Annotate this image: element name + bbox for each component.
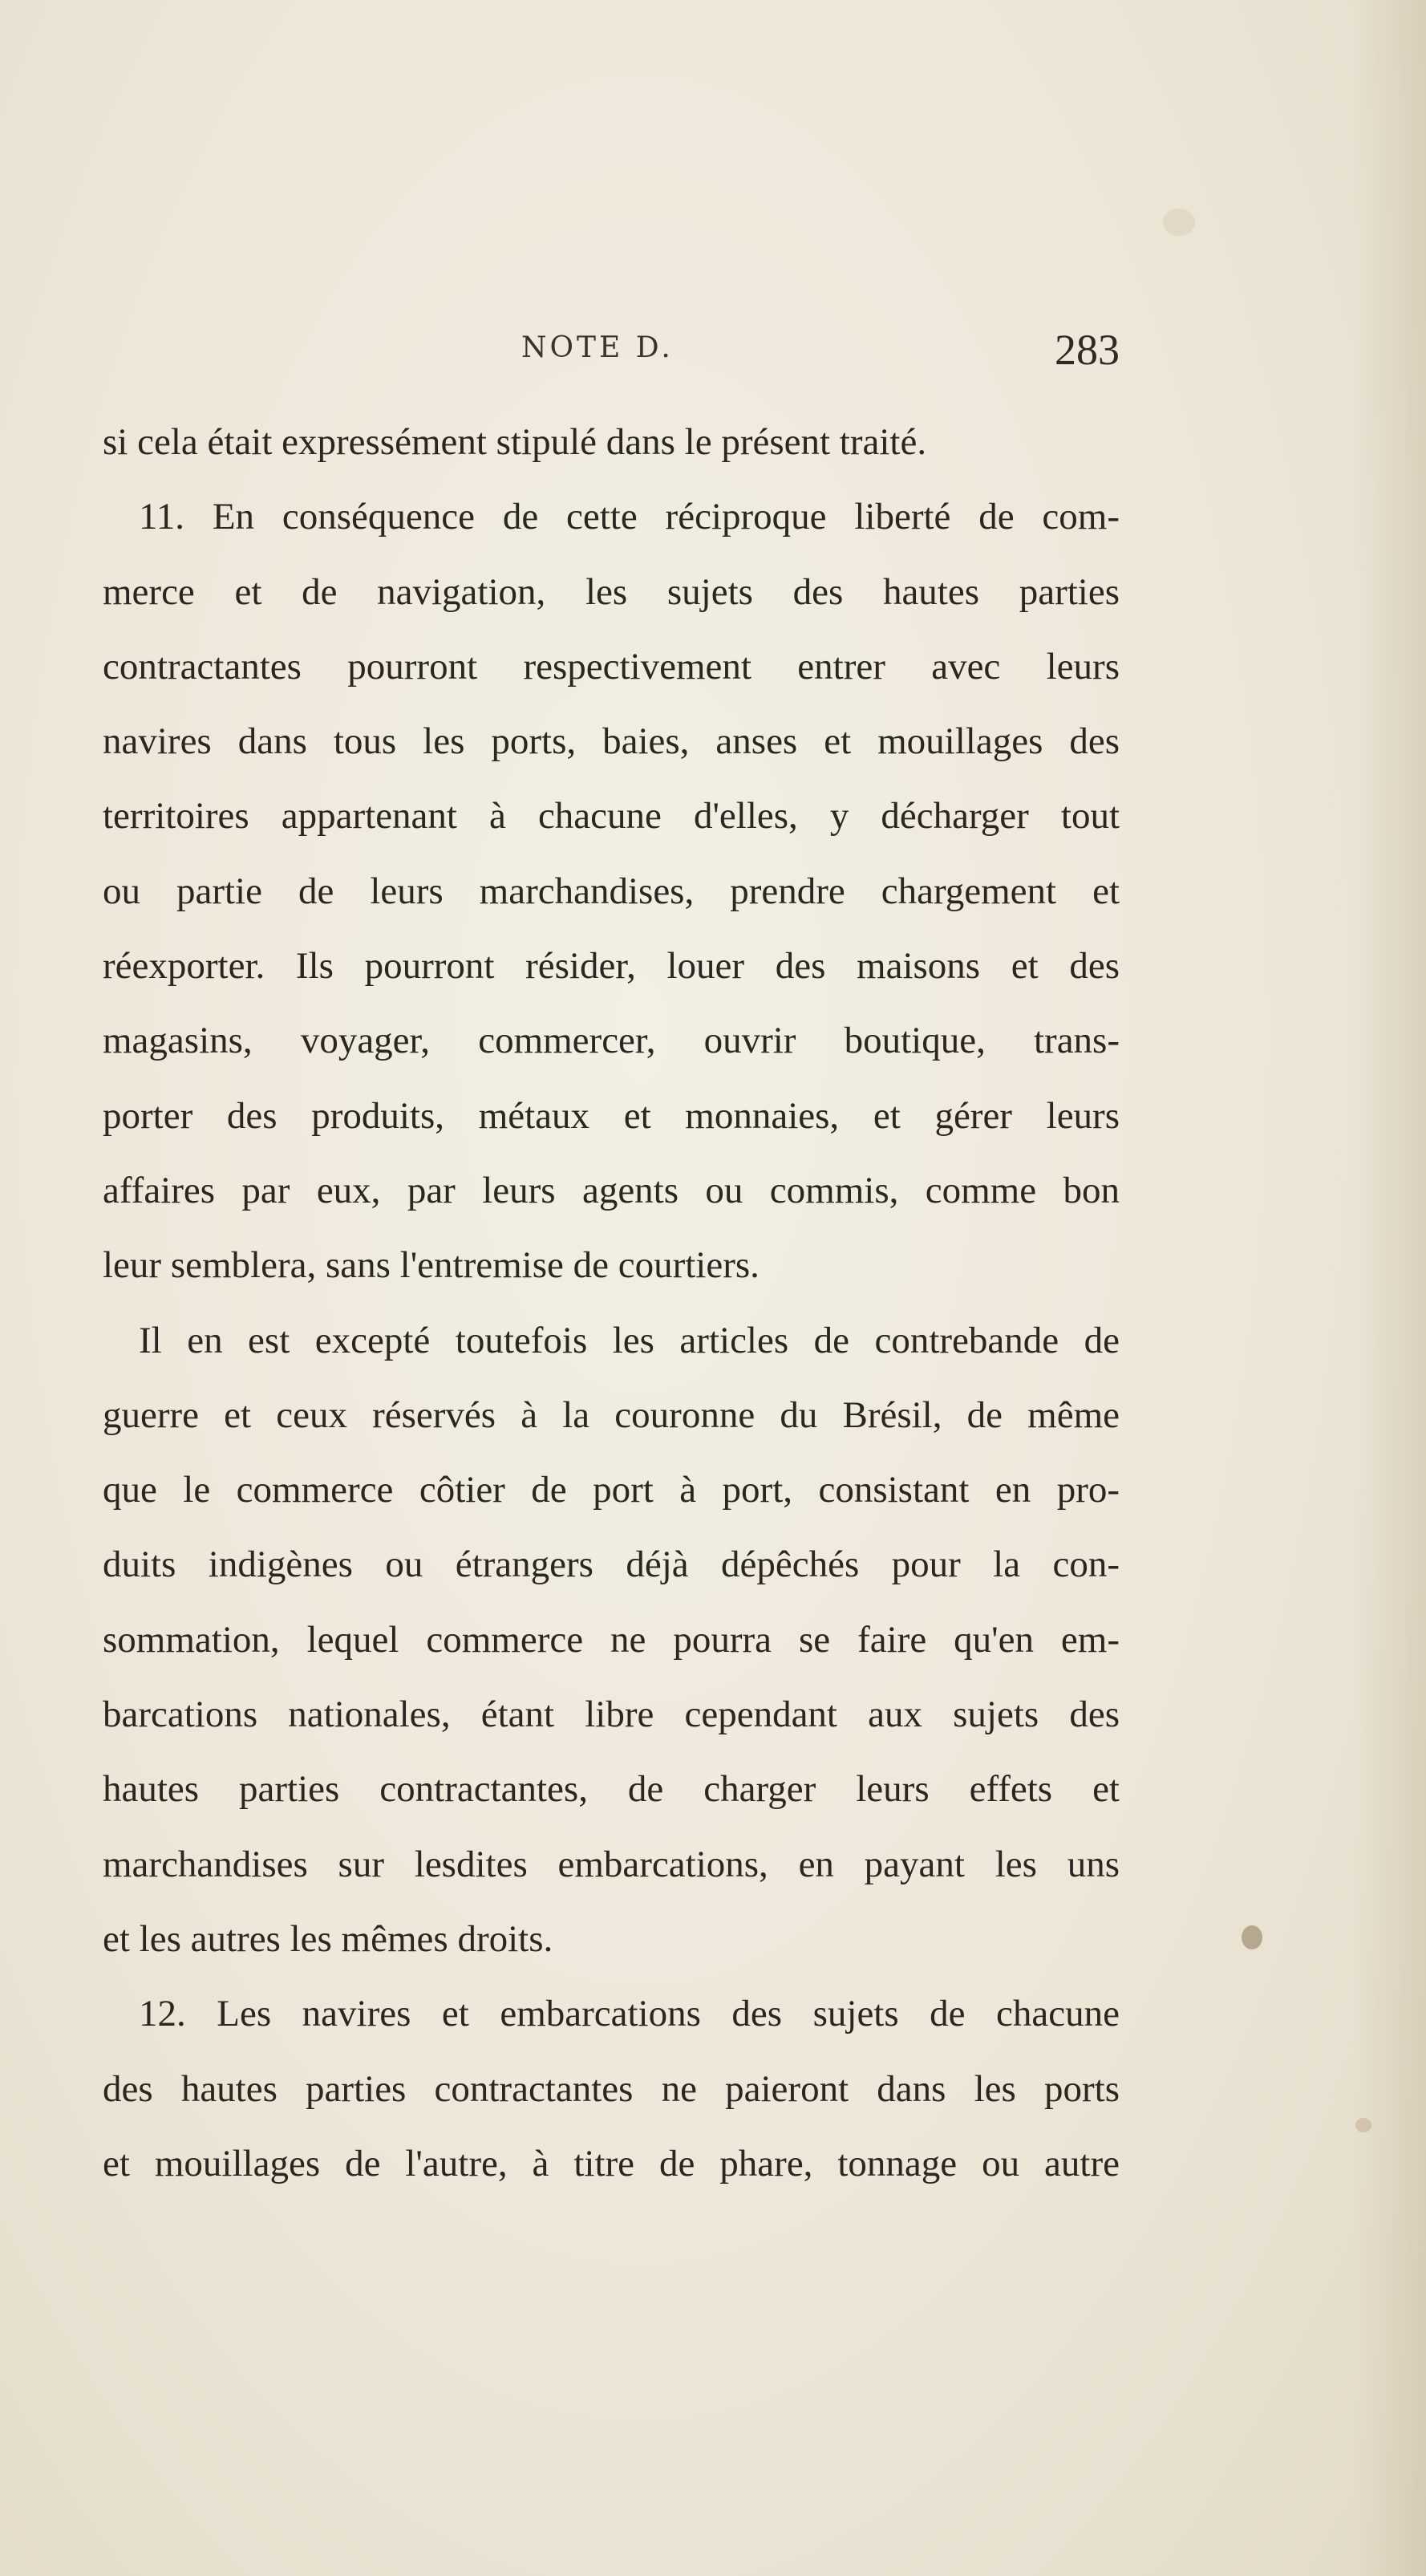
text-line: duits indigènes ou étrangers déjà dépêchés pour la con- (103, 1544, 1120, 1586)
text-line: des hautes parties contractantes ne paieront dans les ports (103, 2067, 1120, 2110)
page-number: 283 (1055, 326, 1120, 374)
text-line: hautes parties contractantes, de charger leurs effets et (103, 1768, 1120, 1811)
text-line: et les autres les mêmes droits. (103, 1917, 553, 1960)
foxing-spot (1163, 209, 1195, 236)
text-line: magasins, voyager, commercer, ouvrir boutique, trans- (103, 1020, 1120, 1062)
text-line: guerre et ceux réservés à la couronne du Brésil, de même (103, 1393, 1120, 1436)
text-line: affaires par eux, par leurs agents ou commis, comme bon (103, 1169, 1120, 1211)
text-line: territoires appartenant à chacune d'elles, y décharger tout (103, 795, 1120, 838)
text-line: 12. Les navires et embarcations des sujets de chacune (139, 1993, 1120, 2035)
text-line: ou partie de leurs marchandises, prendre chargement et (103, 870, 1120, 912)
text-line: 11. En conséquence de cette réciproque liberté de com- (139, 496, 1120, 538)
running-head (103, 325, 1120, 381)
text-line: porter des produits, métaux et monnaies, et gérer leurs (103, 1094, 1120, 1137)
text-line: leur semblera, sans l'entremise de courtiers. (103, 1244, 760, 1287)
text-line: Il en est excepté toutefois les articles de contrebande de (139, 1319, 1120, 1361)
text-line: que le commerce côtier de port à port, consistant en pro- (103, 1469, 1120, 1511)
body-text (103, 405, 1120, 2201)
text-line: contractantes pourront respectivement entrer avec leurs (103, 645, 1120, 688)
running-head-title: NOTE D. (521, 331, 674, 364)
text-line: barcations nationales, étant libre cependant aux sujets des (103, 1694, 1120, 1736)
text-line: merce et de navigation, les sujets des hautes parties (103, 570, 1120, 613)
foxing-spot (1242, 1925, 1262, 1949)
text-line: et mouillages de l'autre, à titre de phare, tonnage ou autre (103, 2142, 1120, 2185)
text-line: marchandises sur lesdites embarcations, en payant les uns (103, 1843, 1120, 1885)
text-line: navires dans tous les ports, baies, anses et mouillages des (103, 720, 1120, 763)
text-line: si cela était expressément stipulé dans le présent traité. (103, 421, 927, 463)
text-line: réexporter. Ils pourront résider, louer des maisons et des (103, 945, 1120, 988)
foxing-spot (1355, 2118, 1371, 2132)
text-line: sommation, lequel commerce ne pourra se faire qu'en em- (103, 1618, 1120, 1661)
page-edge-shading (1354, 0, 1426, 2576)
